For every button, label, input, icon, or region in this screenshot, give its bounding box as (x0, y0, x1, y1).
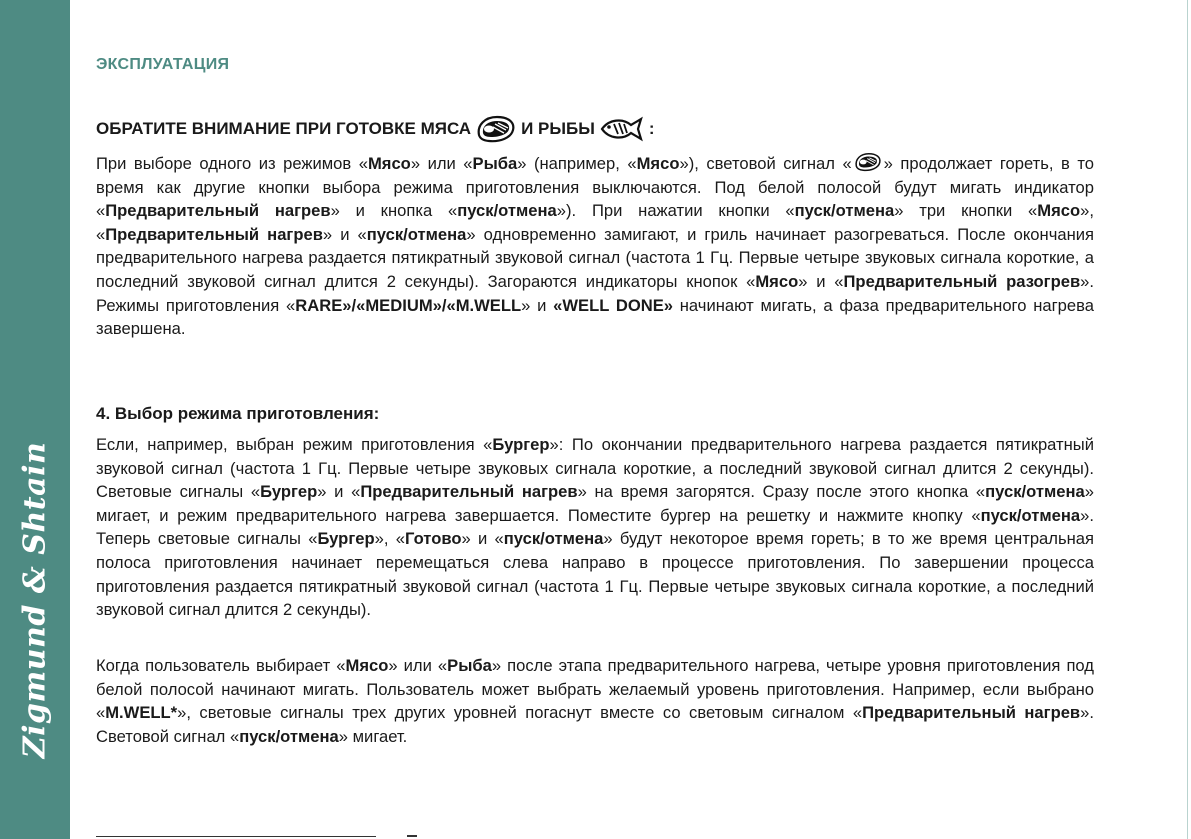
bold-term: Рыба (472, 154, 518, 173)
bold-term: Мясо (636, 154, 680, 173)
heading-colon: : (648, 119, 655, 138)
section-heading-cooking-mode: 4. Выбор режима приготовления: (96, 404, 380, 423)
text-run: » (например, « (517, 154, 637, 173)
text-run: Когда пользователь выбирает « (96, 656, 346, 675)
paragraph-burger (96, 433, 1094, 622)
heading-text-fish: И РЫБЫ (521, 119, 595, 138)
bold-term: Мясо (345, 656, 389, 675)
text-run: » три кнопки « (894, 201, 1038, 221)
text-run: ». Теперь световые сигналы « (96, 505, 1094, 549)
text-run: » и кнопка « (330, 201, 458, 221)
bold-term: пуск/отмена (457, 201, 557, 221)
bold-term: «WELL DONE» (553, 295, 674, 315)
bold-term: пуск/отмена (366, 224, 467, 244)
text-run: » или « (410, 154, 473, 173)
bold-term: Бургер (260, 482, 318, 502)
text-run: » мигает, и режим предварительного нагрева завершается. Поместите бургер на решетку и нажмите кнопку « (96, 482, 1094, 525)
text-run: начинают мигать, а фаза предварительного нагрева завершена. (96, 295, 1094, 339)
bold-term: пуск/отмена (239, 726, 339, 746)
text-run: » и « (317, 482, 361, 502)
bold-term: Мясо (755, 271, 799, 291)
bold-term: пуск/отмена (980, 505, 1081, 525)
text-run: »). При нажатии кнопки « (556, 201, 795, 221)
bold-term: RARE»/«MEDIUM»/«M.WELL (295, 295, 522, 315)
text-run: », « (374, 529, 405, 549)
bold-term: Предварительный разогрев (843, 271, 1081, 291)
text-run: »), световой сигнал « (679, 154, 852, 173)
bold-term: пуск/отмена (503, 529, 604, 549)
text-run: »: По окончании предварительного нагрева раздается пятикратный звуковой сигнал (частота 1 Гц. Первые четыре звуковых сигнала короткие, а последний звуковой сигнал длится 2 секунды). Световые сигналы « (96, 435, 1095, 502)
steak-icon (475, 113, 517, 145)
text-run: » на время загорятся. Сразу после этого кнопка « (577, 482, 986, 502)
bold-term: Бургер (317, 529, 375, 549)
text-run: » одновременно замигают, и гриль начинает разогреваться. После окончания предварительного нагрева раздается пятикратный звуковой сигнал (частота 1 Гц. Первые четыре звуковых сигнала короткие, а последний звуковой сигнал длится 2 секунды). Загораются индикаторы кнопок « (96, 224, 1094, 291)
text-run: » после этапа предварительного нагрева, четыре уровня приготовления под белой полосой начинают мигать. Пользователь может выбрать желаемый уровень приготовления. Например, если выбрано « (96, 656, 1094, 723)
paragraph-meat-fish (96, 151, 1094, 341)
text-run: » продолжает гореть, в то время как другие кнопки выбора режима приготовления выключаются. Под белой полосой будут мигать индикатор « (96, 154, 1094, 221)
bold-term: Предварительный нагрев (360, 482, 578, 502)
bold-term: пуск/отмена (794, 201, 895, 221)
bold-term: Мясо (1037, 201, 1081, 221)
text-run: Если, например, выбран режим приготовления « (96, 435, 493, 454)
bold-term: Рыба (447, 656, 492, 675)
bold-term: Мясо (367, 154, 411, 173)
text-run: » и « (461, 529, 504, 549)
text-run: » мигает. (338, 726, 408, 746)
heading-text-meat: ОБРАТИТЕ ВНИМАНИЕ ПРИ ГОТОВКЕ МЯСА (96, 119, 472, 138)
page-edge-line (1187, 0, 1188, 839)
bold-term: Предварительный нагрев (105, 201, 331, 221)
text-run: » или « (388, 656, 448, 675)
paragraph-doneness (96, 654, 1094, 748)
brand-sidebar (0, 0, 70, 839)
footer-mark (407, 835, 417, 837)
text-run: » и (521, 295, 554, 315)
text-run: » и « (322, 224, 367, 244)
bold-term: M.WELL* (105, 703, 178, 723)
text-run: », « (96, 201, 1094, 244)
bold-term: Предварительный нагрев (105, 224, 323, 244)
text-run: ». Световой сигнал « (96, 703, 1094, 746)
bold-term: пуск/отмена (985, 482, 1085, 502)
page-heading (96, 113, 1094, 145)
bold-term: Предварительный нагрев (862, 703, 1081, 723)
steak-icon (852, 151, 884, 173)
text-run: При выборе одного из режимов « (96, 154, 368, 173)
section-label: ЭКСПЛУАТАЦИЯ (96, 56, 230, 73)
brand-logo: Zigmund & Shtain (17, 441, 53, 759)
bold-term: Готово (404, 529, 462, 549)
text-run: » и « (798, 271, 844, 291)
text-run: », световые сигналы трех других уровней погаснут вместе со световым сигналом « (177, 703, 863, 723)
fish-icon (599, 114, 645, 144)
text-run: ». Режимы приготовления « (96, 271, 1094, 315)
bold-term: Бургер (492, 435, 550, 454)
footer-divider (96, 836, 376, 837)
text-run: » будут некоторое время гореть; в то же время центральная полоса приготовления начинает перемещаться слева направо в процессе приготовления. По завершении процесса приготовления раздается пятикратный звуковой сигнал (частота 1 Гц. Первые четыре звуковых сигнала короткие, а последний звуковой сигнал длится 2 секунды). (96, 529, 1094, 620)
